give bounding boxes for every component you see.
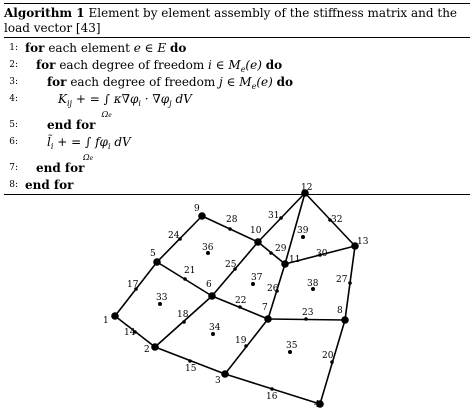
node-label: 5 — [150, 249, 156, 259]
line-number: 3: — [9, 77, 18, 87]
node-label: 4 — [314, 400, 320, 410]
mesh-node — [281, 260, 289, 268]
node-label: 11 — [289, 255, 301, 265]
keyword-end-for: end for — [36, 161, 85, 175]
plus-equals: + = — [75, 92, 100, 106]
load-lhs: l̃ — [47, 135, 51, 149]
line-math-sub: e — [240, 65, 246, 74]
edge-midpoint — [348, 281, 352, 285]
edge-label: 15 — [185, 364, 197, 374]
algorithm-label: Algorithm 1 — [4, 6, 85, 20]
edge-midpoint — [269, 251, 273, 255]
mesh-node — [153, 258, 161, 266]
edge-midpoint — [270, 387, 274, 391]
edge-label: 16 — [266, 392, 278, 402]
node-label: 8 — [337, 306, 343, 316]
edge-label: 18 — [177, 310, 189, 320]
element-labels — [156, 226, 319, 351]
algorithm-line-5 — [4, 117, 470, 134]
algorithm-line-6 — [4, 134, 470, 160]
line-math: e ∈ E — [133, 41, 167, 55]
integral-sign: ∫ Ωe — [85, 134, 91, 151]
node-label: 13 — [357, 237, 369, 247]
node-label: 10 — [250, 226, 262, 236]
edge-label: 20 — [322, 351, 334, 361]
element-label: 35 — [286, 341, 298, 351]
edge-label: 32 — [331, 215, 343, 225]
keyword-for: for — [25, 41, 45, 55]
line-math-tail: (e) — [256, 75, 273, 89]
edge-label: 26 — [267, 284, 279, 294]
algorithm-line-2 — [4, 57, 470, 74]
element-label: 37 — [251, 273, 263, 283]
edge-label: 25 — [225, 260, 237, 270]
node-label: 6 — [206, 280, 212, 290]
line-text: each element — [48, 41, 130, 55]
element-label: 36 — [202, 243, 214, 253]
element-label: 38 — [307, 279, 319, 289]
algorithm-caption — [4, 4, 470, 37]
element-label: 33 — [156, 293, 168, 303]
edge-label: 21 — [184, 266, 196, 276]
node-label: 1 — [103, 316, 109, 326]
mesh-node — [254, 238, 262, 246]
line-math: i ∈ M — [208, 58, 241, 72]
keyword-end-for: end for — [47, 118, 96, 132]
line-math: j ∈ M — [219, 75, 252, 89]
integral-domain: Ωe — [83, 153, 94, 162]
edge-label: 24 — [168, 231, 180, 241]
volume-element: dV — [114, 135, 131, 149]
keyword-do: do — [276, 75, 294, 89]
integrand: κ∇φ — [113, 92, 139, 106]
edge-midpoint — [188, 359, 192, 363]
edge-label: 14 — [124, 328, 136, 338]
mesh-node — [341, 316, 349, 324]
stiffness-lhs: K — [58, 92, 67, 106]
line-number: 7: — [9, 163, 18, 173]
edge-midpoint — [183, 277, 187, 281]
volume-element: dV — [175, 92, 192, 106]
edge-label: 22 — [235, 296, 247, 306]
line-number: 4: — [9, 94, 18, 104]
keyword-do: do — [265, 58, 283, 72]
mesh-node — [221, 370, 229, 378]
algorithm-line-7 — [4, 160, 470, 177]
mesh-node — [111, 312, 119, 320]
element-label: 34 — [209, 323, 221, 333]
line-number: 8: — [9, 180, 18, 190]
edge-label: 30 — [316, 249, 328, 259]
edge-label: 17 — [127, 280, 139, 290]
algorithm-line-3 — [4, 74, 470, 91]
line-math-sub: e — [251, 82, 257, 91]
mesh-node — [208, 292, 216, 300]
edge-midpoint — [228, 227, 232, 231]
algorithm-caption-text: Element by element assembly of the stiffness matrix and the load vector [43] — [4, 6, 458, 35]
edge-label: 31 — [268, 211, 280, 221]
edge-label: 23 — [302, 308, 314, 318]
dot-product-sub: j — [169, 99, 172, 108]
finite-element-mesh-diagram — [0, 176, 474, 410]
edge-midpoint — [279, 216, 283, 220]
algorithm-block — [4, 3, 470, 195]
keyword-for: for — [36, 58, 56, 72]
edge-label: 28 — [226, 215, 238, 225]
algorithm-lines — [4, 38, 470, 194]
load-lhs-sub: i — [50, 142, 54, 151]
line-number: 6: — [9, 137, 18, 147]
line-text: each degree of freedom — [70, 75, 216, 89]
edge-label: 29 — [275, 244, 287, 254]
node-label: 3 — [215, 376, 221, 386]
stiffness-lhs-sub: ij — [66, 99, 73, 108]
edge-label: 27 — [336, 275, 348, 285]
keyword-end-for: end for — [25, 178, 74, 192]
element-label: 39 — [297, 226, 309, 236]
plus-equals: + = — [57, 135, 82, 149]
integrand-sub: i — [138, 99, 141, 108]
line-text: each degree of freedom — [59, 58, 205, 72]
node-label: 12 — [301, 183, 313, 193]
integrand: fφ — [95, 135, 108, 149]
line-math-tail: (e) — [245, 58, 262, 72]
algorithm-line-1 — [4, 40, 470, 57]
integrand-sub: i — [107, 142, 111, 151]
mesh-node — [151, 343, 159, 351]
edge-label: 19 — [235, 336, 247, 346]
node-label: 7 — [262, 303, 268, 313]
mesh-node — [264, 315, 272, 323]
keyword-for: for — [47, 75, 67, 89]
line-number: 2: — [9, 60, 18, 70]
keyword-do: do — [169, 41, 187, 55]
algorithm-line-4 — [4, 91, 470, 117]
line-number: 5: — [9, 120, 18, 130]
edge-midpoint — [182, 320, 186, 324]
node-label: 2 — [144, 345, 150, 355]
line-number: 1: — [9, 43, 18, 53]
integral-sign: ∫ Ωe — [104, 91, 110, 108]
integral-domain: Ωe — [101, 110, 112, 119]
node-label: 9 — [194, 204, 200, 214]
dot-product: · ∇φ — [144, 92, 170, 106]
